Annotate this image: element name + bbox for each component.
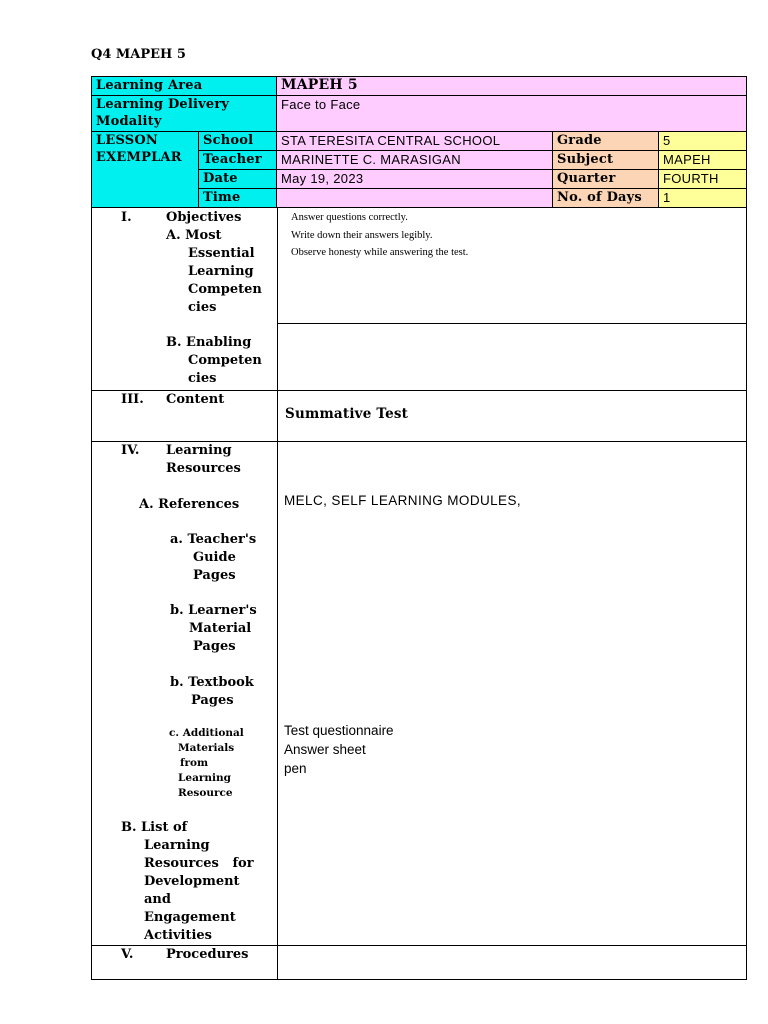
resources-num: IV. [121, 443, 140, 458]
mel-line: Learning [188, 264, 254, 279]
learning-area-value: MAPEH 5 [277, 77, 747, 96]
enabling-label: B. Enabling [166, 335, 252, 350]
quarter-value: FOURTH [659, 170, 747, 189]
resources-title: Learning [166, 443, 232, 458]
objectives-cell [92, 208, 278, 391]
objective-item: Observe honesty while answering the test. [291, 247, 469, 258]
references-value: MELC, SELF LEARNING MODULES, [284, 493, 522, 508]
learners-material-label: Pages [193, 639, 236, 654]
am-line: from [180, 757, 209, 769]
teacher-label: Teacher [199, 151, 277, 170]
days-value: 1 [659, 189, 747, 208]
additional-materials-label [169, 726, 244, 801]
list-line: and [144, 892, 171, 907]
learners-material-label: b. Learner's [170, 603, 257, 618]
list-line: B. List of [121, 820, 188, 835]
material-item: Answer sheet [284, 742, 366, 757]
lesson-header-table [91, 76, 747, 208]
resources-cell [92, 442, 278, 946]
modality-label: Learning Delivery Modality [92, 96, 277, 132]
procedures-cell [92, 946, 278, 980]
melc-cell [278, 208, 747, 324]
textbook-label: b. Textbook [170, 675, 254, 690]
content-value-cell [278, 391, 747, 442]
subject-value: MAPEH [659, 151, 747, 170]
references-label: A. References [139, 497, 240, 512]
content-title: Content [166, 392, 225, 407]
am-line: Learning [178, 772, 231, 784]
textbook-label: Pages [191, 693, 234, 708]
subject-label: Subject [553, 151, 659, 170]
resources-title: Resources [166, 461, 241, 476]
quarter-label: Quarter [553, 170, 659, 189]
learning-area-label: Learning Area [92, 77, 277, 96]
list-line: Development [144, 874, 240, 889]
procedures-num: V. [121, 947, 134, 962]
content-value: Summative Test [285, 406, 409, 422]
time-value [277, 189, 553, 208]
am-line: Materials [178, 742, 235, 754]
content-num: III. [121, 392, 144, 407]
teacher-value: MARINETTE C. MARASIGAN [277, 151, 553, 170]
lesson-body-table [91, 207, 747, 980]
objective-item: Write down their answers legibly. [291, 229, 433, 241]
enabling-competencies-cell [278, 323, 747, 390]
list-of-resources-label [121, 819, 271, 945]
date-label: Date [199, 170, 277, 189]
am-line: Resource [178, 787, 233, 799]
mel-line: cies [188, 300, 217, 315]
grade-label: Grade [553, 132, 659, 151]
objectives-num: I. [121, 210, 132, 225]
teachers-guide-label: a. Teacher's [170, 532, 257, 547]
modality-value: Face to Face [277, 96, 747, 132]
time-label: Time [199, 189, 277, 208]
enabling-line: cies [188, 371, 217, 386]
enabling-line: Competen [188, 353, 262, 368]
document-title: Q4 MAPEH 5 [91, 47, 186, 62]
procedures-value-cell [278, 946, 747, 980]
material-item: Test questionnaire [284, 723, 394, 738]
school-label: School [199, 132, 277, 151]
content-cell [92, 391, 278, 442]
list-line: Activities [144, 928, 212, 943]
resources-value-cell [278, 442, 747, 946]
additional-materials-value [284, 721, 394, 778]
teachers-guide-label: Guide [193, 550, 236, 565]
list-line: Engagement [144, 910, 236, 925]
mel-line: Competen [188, 282, 262, 297]
grade-value: 5 [659, 132, 747, 151]
objective-item: Answer questions correctly. [291, 212, 408, 223]
objectives-title: Objectives [166, 210, 242, 225]
lesson-exemplar-label: LESSON EXEMPLAR [92, 132, 199, 208]
am-line: c. Additional [169, 727, 244, 739]
list-line: Learning [144, 838, 210, 853]
date-value: May 19, 2023 [277, 170, 553, 189]
days-label: No. of Days [553, 189, 659, 208]
material-item: pen [284, 761, 307, 776]
school-value: STA TERESITA CENTRAL SCHOOL [277, 132, 553, 151]
mel-label: A. Most [166, 228, 222, 243]
learners-material-label: Material [189, 621, 252, 636]
procedures-title: Procedures [166, 947, 249, 962]
list-line: Resources for [144, 856, 254, 871]
mel-line: Essential [188, 246, 255, 261]
teachers-guide-label: Pages [193, 568, 236, 583]
